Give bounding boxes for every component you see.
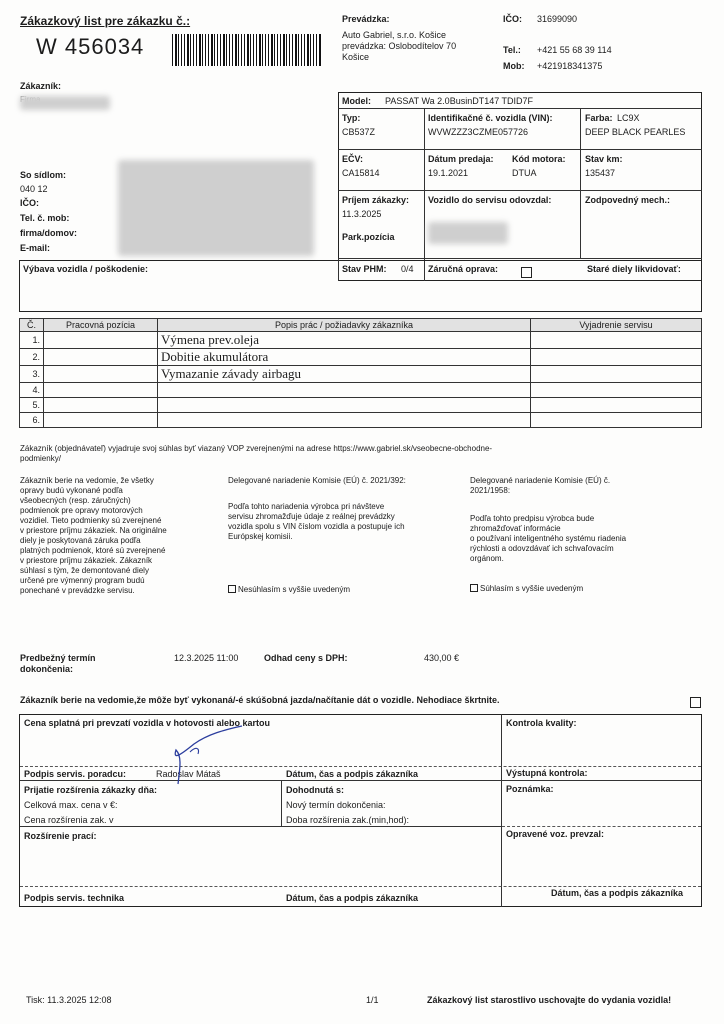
vop-consent: Zákazník (objednávateľ) vyjadruje svoj súhlas byť viazaný VOP zverejnenými na adrese https://www.gabriel.sk/vseobecne-obchodne- podmienky/	[20, 444, 493, 463]
engine-value: DTUA	[512, 168, 537, 178]
agree-checkbox-row[interactable]	[470, 584, 583, 594]
old-parts-label: Staré diely likvidovať:	[587, 264, 681, 274]
ico-label: IČO:	[503, 14, 522, 24]
print-timestamp: Tisk: 11.3.2025 12:08	[26, 995, 112, 1005]
advisor-name: Radoslav Mátaš	[156, 769, 221, 779]
tel-label: Tel.:	[503, 45, 521, 55]
ecv-value: CA15814	[342, 168, 380, 178]
table-row	[20, 366, 702, 383]
note-label: Poznámka:	[506, 784, 554, 794]
keep-notice: Zákazkový list starostlivo uschovajte do vydania vozidla!	[427, 995, 672, 1005]
deadline-label: Predbežný termín dokončenia:	[20, 653, 96, 674]
page-number: 1/1	[366, 995, 379, 1005]
document-title: Zákazkový list pre zákazku č.:	[20, 14, 191, 28]
reception-label: Príjem zákazky:	[342, 195, 410, 205]
extension-work-label: Rozšírenie prací:	[24, 831, 97, 841]
repaired-taken-label: Opravené voz. prevzal:	[506, 829, 605, 839]
regulation-392-title: Delegované nariadenie Komisie (EÚ) č. 2021/392:	[228, 476, 406, 485]
col-number-header: Č.	[20, 319, 44, 332]
agree-checkbox[interactable]	[470, 584, 478, 592]
exit-check-label: Výstupná kontrola:	[506, 768, 588, 778]
handed-label: Vozidlo do servisu odovzdal:	[428, 195, 552, 205]
customer-date-sign-2: Dátum, čas a podpis zákazníka	[286, 893, 419, 903]
km-label: Stav km:	[585, 154, 623, 164]
price-estimate-label: Odhad ceny s DPH:	[264, 653, 348, 663]
work-table	[19, 318, 702, 428]
table-row	[20, 332, 702, 349]
customer-date-sign: Dátum, čas a podpis zákazníka	[286, 769, 419, 779]
branch-label: Prevádzka:	[342, 14, 390, 24]
test-drive-checkbox[interactable]	[690, 694, 703, 712]
redacted-customer-details	[118, 160, 314, 256]
disagree-checkbox[interactable]	[228, 585, 236, 593]
customer-label: Zákazník:	[20, 81, 62, 91]
row-number: 2.	[20, 349, 44, 366]
agree-label: Súhlasím s vyššie uvedeným	[480, 584, 584, 593]
color-label: Farba:	[585, 113, 613, 123]
model-label: Model:	[342, 96, 371, 106]
ecv-label: EČV:	[342, 154, 364, 164]
barcode	[172, 34, 322, 66]
advisor-signature	[150, 722, 270, 788]
reception-value: 11.3.2025	[342, 209, 382, 219]
regulation-1958-text: Podľa tohto predpisu výrobca bude zhromažďovať informácie o používaní inteligentného systému riadenia rýchlosti a odovzdávať ich schvaľovacím orgánom.	[470, 514, 627, 563]
col-service-header: Vyjadrenie servisu	[531, 319, 702, 332]
price-estimate-value: 430,00 €	[424, 653, 460, 663]
test-drive-notice: Zákazník berie na vedomie,že môže byť vykonaná/-é skúšobná jazda/načítanie dát o vozidle. Nehodiace škrtnite.	[20, 695, 500, 705]
col-position-header: Pracovná pozícia	[44, 319, 158, 332]
advisor-signature-label: Podpis servis. poradcu:	[24, 769, 127, 779]
fuel-label: Stav PHM:	[342, 264, 387, 274]
row-description	[158, 383, 531, 398]
new-deadline-label: Nový termín dokončenia:	[286, 800, 386, 810]
color-code: LC9X	[617, 113, 640, 123]
extension-price-label: Cena rozšírenia zak. v	[24, 815, 114, 825]
branch-address: Auto Gabriel, s.r.o. Košice prevádzka: Oslobodítelov 70 Košice	[342, 30, 457, 62]
extension-title: Prijatie rozšírenia zákazky dňa:	[24, 785, 158, 795]
km-value: 135437	[585, 168, 616, 178]
table-row	[20, 398, 702, 413]
sale-date-value: 19.1.2021	[428, 168, 469, 178]
technician-signature-label: Podpis servis. technika	[24, 893, 125, 903]
disagree-checkbox-row[interactable]	[228, 585, 350, 595]
row-description: Vymazanie závady airbagu	[158, 366, 531, 383]
engine-label: Kód motora:	[512, 154, 566, 164]
table-row	[20, 349, 702, 366]
terms-general: Zákazník berie na vedomie, že všetky opravy budú vykonané podľa všeobecných (resp. záručných) podmienok pre opravy motorových vozidiel. Tieto podmienky sú zverejnené v priestore príjmu zákaziek. Na originálne diely je poskytovaná záruka podľa platných podmienok, ktoré sú zverejnené v priestore príjmu zákaziek. Zákazník súhlasí s tým, že demontované diely určené pre výmenný program budú ponechané v prevádzke servisu.	[20, 476, 167, 595]
type-value: CB537Z	[342, 127, 376, 137]
park-label: Park.pozícia	[342, 232, 395, 242]
row-number: 5.	[20, 398, 44, 413]
table-row	[20, 413, 702, 428]
order-number: W 456034	[36, 34, 145, 59]
quality-check-label: Kontrola kvality:	[506, 718, 577, 728]
vin-value: WVWZZZ3CZME057726	[428, 127, 529, 137]
max-price-label: Celková max. cena v €:	[24, 800, 118, 810]
mob-label: Mob:	[503, 61, 525, 71]
fuel-value: 0/4	[401, 264, 414, 274]
model-value: PASSAT Wa 2.0BusinDT147 TDID7F	[385, 96, 534, 106]
tel-value: +421 55 68 39 114	[537, 45, 612, 55]
zip: 040 12	[20, 184, 48, 194]
customer-date-sign-3: Dátum, čas a podpis zákazníka	[551, 888, 684, 898]
sale-date-label: Dátum predaja:	[428, 154, 494, 164]
seat-label: So sídlom:	[20, 170, 67, 180]
mechanic-label: Zodpovedný mech.:	[585, 195, 671, 205]
row-number: 6.	[20, 413, 44, 428]
col-description-header: Popis prác / požiadavky zákazníka	[158, 319, 531, 332]
extension-duration-label: Doba rozšírenia zak.(min,hod):	[286, 815, 410, 825]
warranty-label: Záručná oprava:	[428, 264, 499, 274]
equipment-label: Výbava vozidla / poškodenie:	[23, 264, 149, 274]
row-number: 1.	[20, 332, 44, 349]
redacted-firm	[20, 96, 110, 110]
ico-value: 31699090	[537, 14, 578, 24]
row-description	[158, 413, 531, 428]
type-label: Typ:	[342, 113, 361, 123]
vin-label: Identifikačné č. vozidla (VIN):	[428, 113, 553, 123]
mobile-label: Tel. č. mob:	[20, 213, 70, 223]
row-description: Výmena prev.oleja	[158, 332, 531, 349]
deadline-value: 12.3.2025 11:00	[174, 653, 239, 663]
redacted-handed-by	[428, 222, 508, 244]
email-label: E-mail:	[20, 243, 51, 253]
payment-note: Cena splatná pri prevzatí vozidla v hotovosti alebo kartou	[24, 718, 271, 728]
table-row	[20, 383, 702, 398]
disagree-label: Nesúhlasím s vyššie uvedeným	[238, 585, 351, 594]
row-description	[158, 398, 531, 413]
table-header-row	[20, 319, 702, 332]
mob-value: +421918341375	[537, 61, 603, 71]
row-number: 4.	[20, 383, 44, 398]
firm-home-label: firma/domov:	[20, 228, 78, 238]
agreed-with-label: Dohodnutá s:	[286, 785, 344, 795]
customer-ico-label: IČO:	[20, 198, 39, 208]
regulation-1958-title: Delegované nariadenie Komisie (EÚ) č. 2021/1958:	[470, 476, 611, 495]
row-description: Dobitie akumulátora	[158, 349, 531, 366]
regulation-392-text: Podľa tohto nariadenia výrobca pri návšteve servisu zhromažďuje údaje z reálnej prevádzky vozidla spolu s VIN číslom vozidla a postupuje ich Európskej komisii.	[228, 502, 405, 541]
row-number: 3.	[20, 366, 44, 383]
color-name: DEEP BLACK PEARLES	[585, 127, 686, 137]
